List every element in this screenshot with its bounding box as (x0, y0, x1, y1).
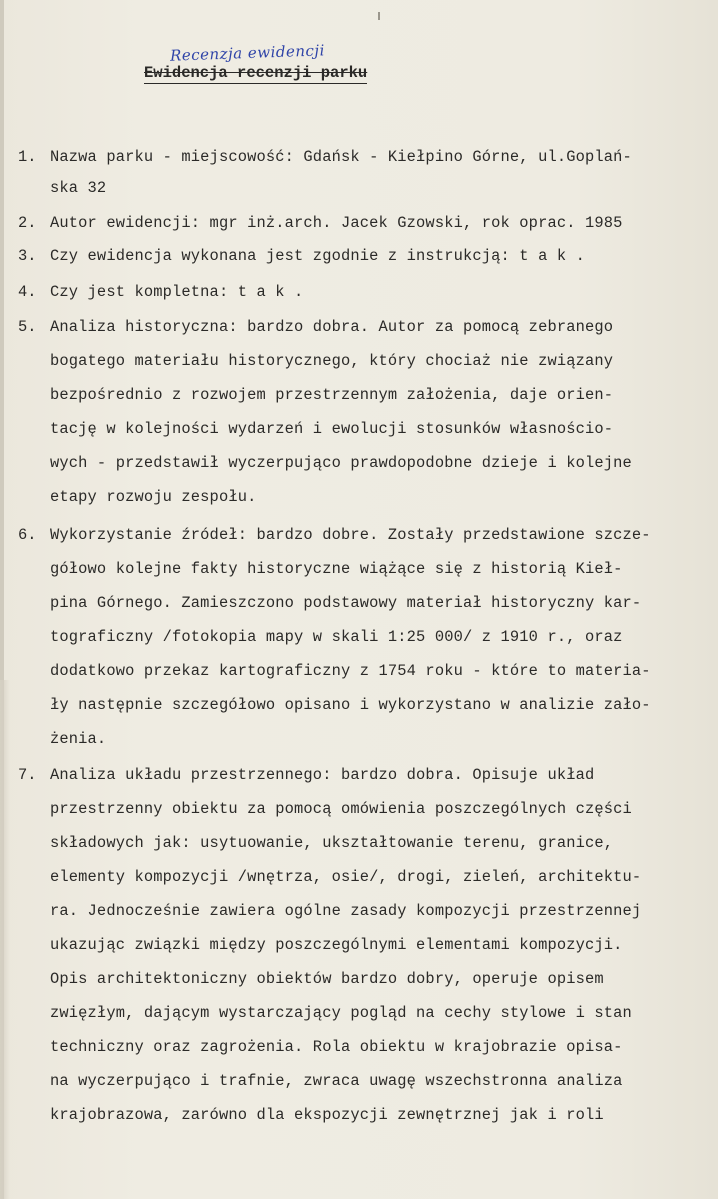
item-number: 6. (18, 526, 37, 544)
text-line: Wykorzystanie źródeł: bardzo dobre. Zostały przedstawione szcze- (50, 526, 651, 544)
corner-mark (378, 12, 380, 20)
handwritten-correction: Recenzja ewidencji (169, 41, 326, 65)
document-title: Ewidencja recenzji parku (144, 64, 368, 82)
text-line: Czy ewidencja wykonana jest zgodnie z instrukcją: t a k . (50, 247, 585, 265)
text-line: Analiza historyczna: bardzo dobra. Autor za pomocą zebranego (50, 318, 614, 336)
item-number: 5. (18, 318, 37, 336)
text-line: Nazwa parku - miejscowość: Gdańsk - Kiełpino Górne, ul.Goplań- (50, 148, 632, 166)
item-number: 2. (18, 214, 37, 232)
text-line: etapy rozwoju zespołu. (50, 488, 257, 506)
text-line: ra. Jednocześnie zawiera ogólne zasady kompozycji przestrzennej (50, 902, 642, 920)
text-line: wych - przedstawił wyczerpująco prawdopodobne dzieje i kolejne (50, 454, 632, 472)
text-line: dodatkowo przekaz kartograficzny z 1754 roku - które to materia- (50, 662, 651, 680)
text-line: ska 32 (50, 179, 107, 197)
text-line: krajobrazowa, zarówno dla ekspozycji zewnętrznej jak i roli (50, 1106, 604, 1124)
text-line: na wyczerpująco i trafnie, zwraca uwagę wszechstronna analiza (50, 1072, 623, 1090)
item-number: 7. (18, 766, 37, 784)
text-line: Czy jest kompletna: t a k . (50, 283, 304, 301)
item-number: 3. (18, 247, 37, 265)
text-line: Autor ewidencji: mgr inż.arch. Jacek Gzowski, rok oprac. 1985 (50, 214, 623, 232)
item-number: 4. (18, 283, 37, 301)
text-line: Analiza układu przestrzennego: bardzo dobra. Opisuje układ (50, 766, 595, 784)
text-line: tację w kolejności wydarzeń i ewolucji stosunków własnościo- (50, 420, 614, 438)
text-line: zwięzłym, dającym wystarczający pogląd na cechy stylowe i stan (50, 1004, 632, 1022)
text-line: składowych jak: usytuowanie, ukształtowanie terenu, granice, (50, 834, 614, 852)
text-line: tograficzny /fotokopia mapy w skali 1:25 000/ z 1910 r., oraz (50, 628, 623, 646)
item-number: 1. (18, 148, 37, 166)
text-line: pina Górnego. Zamieszczono podstawowy materiał historyczny kar- (50, 594, 642, 612)
text-line: żenia. (50, 730, 107, 748)
text-line: ły następnie szczegółowo opisano i wykorzystano w analizie zało- (50, 696, 651, 714)
text-line: ukazując związki między poszczególnymi elementami kompozycji. (50, 936, 623, 954)
text-line: techniczny oraz zagrożenia. Rola obiektu w krajobrazie opisa- (50, 1038, 623, 1056)
text-line: bogatego materiału historycznego, który chociaż nie związany (50, 352, 614, 370)
text-line: gółowo kolejne fakty historyczne wiążące się z historią Kieł- (50, 560, 623, 578)
text-line: bezpośrednio z rozwojem przestrzennym założenia, daje orien- (50, 386, 614, 404)
text-line: elementy kompozycji /wnętrza, osie/, drogi, zieleń, architektu- (50, 868, 642, 886)
text-line: przestrzenny obiektu za pomocą omówienia poszczególnych części (50, 800, 632, 818)
scan-left-shade (0, 680, 10, 1199)
text-line: Opis architektoniczny obiektów bardzo dobry, operuje opisem (50, 970, 604, 988)
